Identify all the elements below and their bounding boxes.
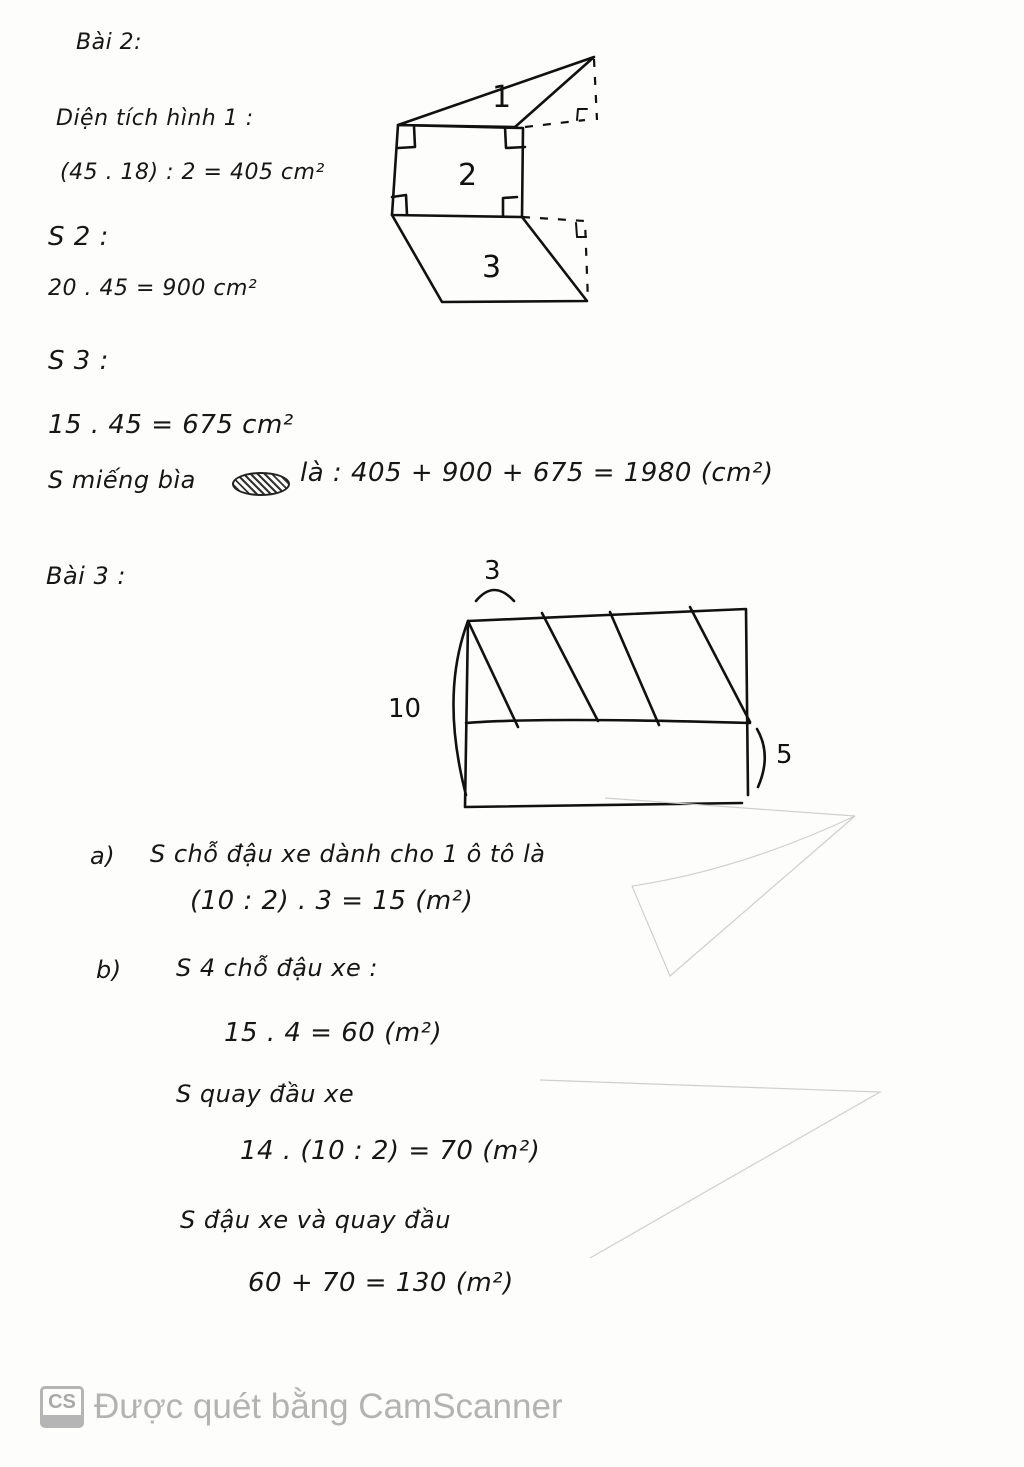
turn-area-label: S quay đầu xe <box>176 1080 355 1108</box>
dimension-left-10: 10 <box>388 694 422 724</box>
total-label: S miếng bìa <box>48 466 196 494</box>
bai2-net-figure <box>380 45 620 310</box>
s2-calc: 20 . 45 = 900 cm² <box>48 276 258 301</box>
turn-area-calc: 14 . (10 : 2) = 70 (m²) <box>240 1136 541 1166</box>
shape1-area-label: Diện tích hình 1 : <box>56 106 254 131</box>
part-b-calc: 15 . 4 = 60 (m²) <box>224 1018 443 1048</box>
total-area-label: S đậu xe và quay đầu <box>180 1206 451 1234</box>
s2-label: S 2 : <box>48 222 109 252</box>
bleed-through-marks <box>540 780 960 1340</box>
parking-lot-figure <box>388 545 820 815</box>
camscanner-watermark <box>40 1386 563 1428</box>
part-label-3: 3 <box>482 250 502 285</box>
s3-calc: 15 . 45 = 675 cm² <box>48 410 294 440</box>
part-b-marker: b) <box>96 956 122 984</box>
bai2-heading: Bài 2: <box>76 30 143 55</box>
part-a-marker: a) <box>90 842 116 870</box>
dimension-right-5: 5 <box>776 740 793 770</box>
part-a-text: S chỗ đậu xe dành cho 1 ô tô là <box>150 840 546 868</box>
part-label-1: 1 <box>492 80 512 115</box>
bai3-heading: Bài 3 : <box>46 562 126 590</box>
total-area-calc: 60 + 70 = 130 (m²) <box>248 1268 514 1298</box>
camscanner-logo-icon: CS <box>40 1386 84 1428</box>
part-label-2: 2 <box>458 158 478 193</box>
scribble-mark <box>232 472 290 496</box>
watermark-caption: Được quét bằng CamScanner <box>94 1387 563 1426</box>
s3-label: S 3 : <box>48 346 109 376</box>
shape1-area-calc: (45 . 18) : 2 = 405 cm² <box>60 160 325 185</box>
dimension-top-3: 3 <box>484 556 501 586</box>
total-calc: là : 405 + 900 + 675 = 1980 (cm²) <box>300 458 774 488</box>
part-b-text: S 4 chỗ đậu xe : <box>176 954 378 982</box>
part-a-calc: (10 : 2) . 3 = 15 (m²) <box>190 886 474 916</box>
